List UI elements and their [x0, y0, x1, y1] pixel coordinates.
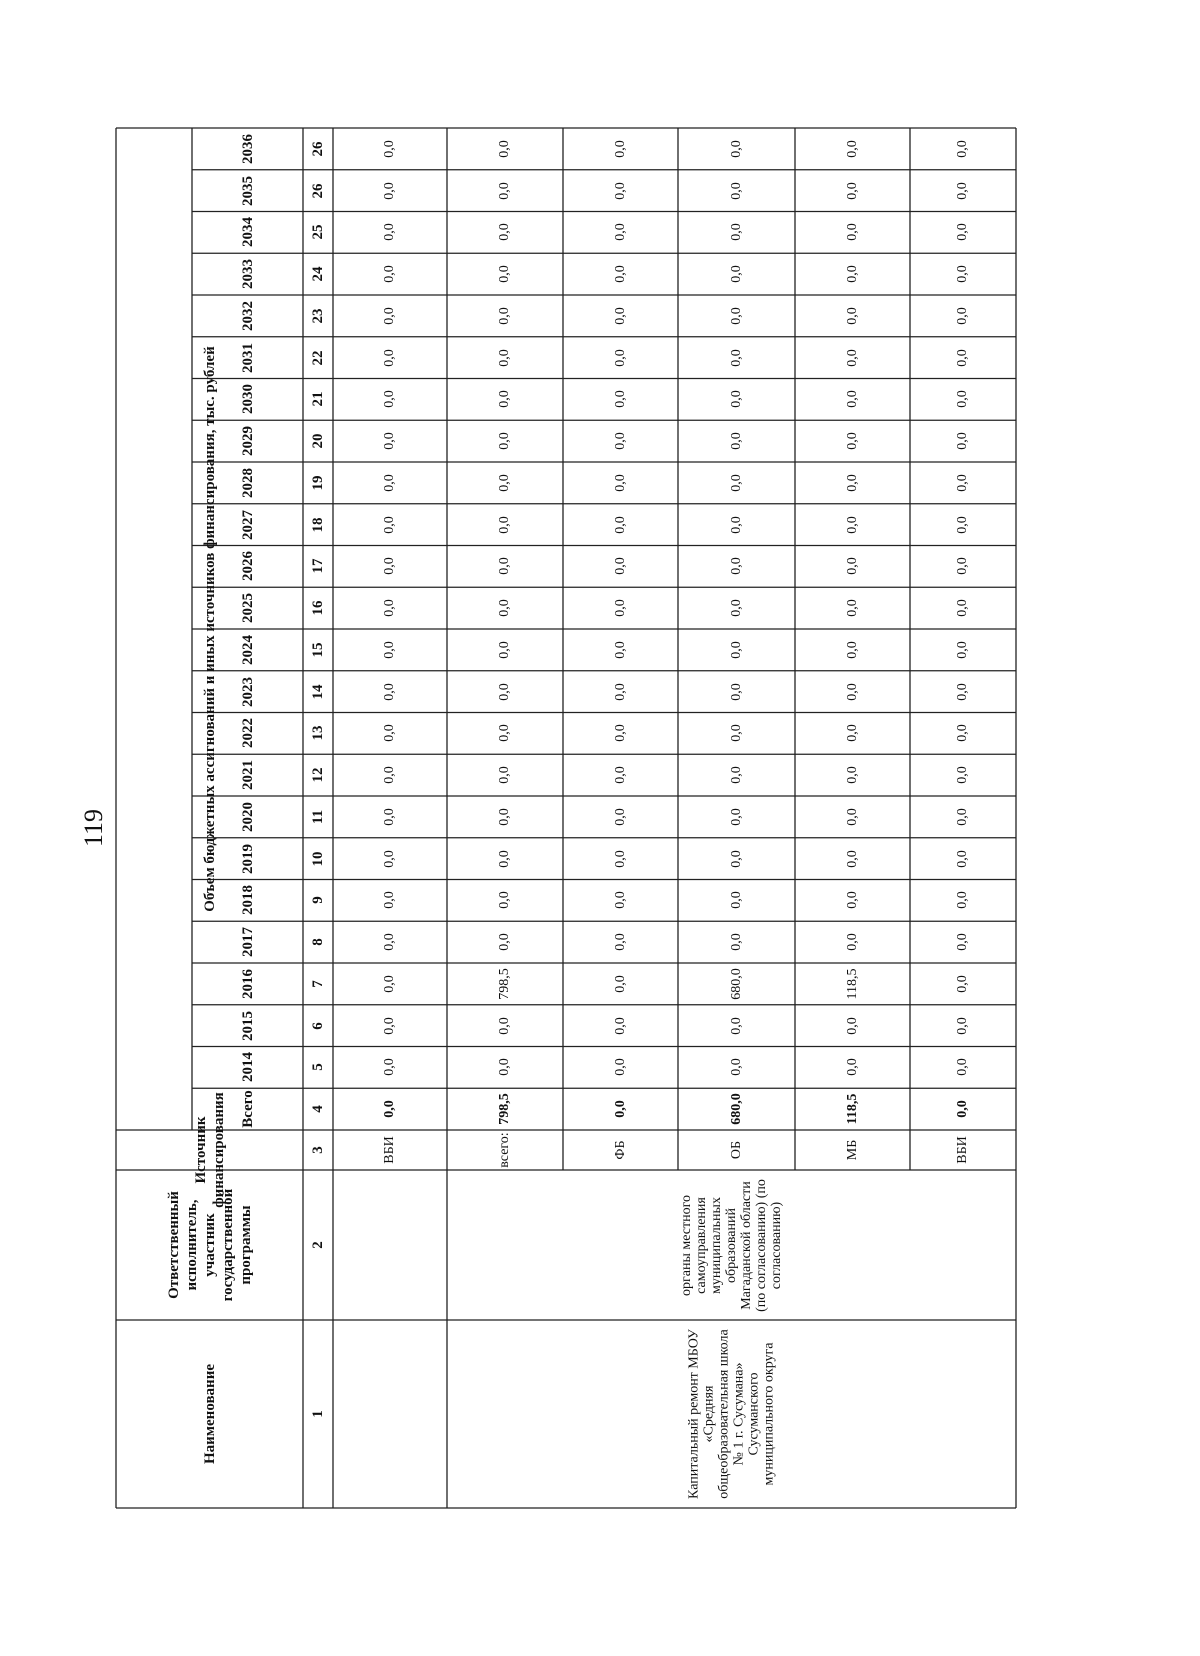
value-cell: 0,0 [382, 808, 397, 826]
year-header-2034: 2034 [239, 217, 255, 248]
value-cell: 0,0 [844, 557, 860, 576]
column-number: 22 [309, 350, 326, 366]
value-cell: 0,0 [382, 599, 397, 617]
responsible-header: Ответственный исполнитель, участник государственной программы [165, 1188, 254, 1302]
value-cell: 0,0 [728, 682, 744, 701]
value-cell: 0,0 [612, 140, 628, 158]
value-cell: 0,0 [955, 557, 970, 576]
value-cell: 0,0 [382, 515, 397, 534]
value-cell: 0,0 [612, 975, 628, 993]
source-cell: МБ [844, 1139, 860, 1161]
total-cell: 0,0 [612, 1100, 628, 1118]
value-cell: 0,0 [497, 891, 512, 910]
value-cell: 0,0 [612, 432, 628, 450]
total-cell: 118,5 [844, 1093, 860, 1125]
value-cell: 0,0 [844, 599, 860, 617]
value-cell: 0,0 [497, 682, 512, 701]
value-cell: 0,0 [728, 808, 744, 826]
value-cell: 0,0 [612, 181, 628, 200]
value-cell: 0,0 [382, 682, 397, 701]
value-cell: 0,0 [844, 390, 860, 409]
value-cell: 0,0 [844, 348, 860, 367]
name-header: Наименование [201, 1364, 218, 1464]
value-cell: 0,0 [728, 724, 744, 743]
value-cell: 0,0 [728, 515, 744, 534]
value-cell: 0,0 [497, 432, 512, 450]
value-cell: 0,0 [955, 1016, 970, 1035]
value-cell: 0,0 [844, 641, 860, 659]
value-cell: 0,0 [497, 1016, 512, 1035]
value-cell: 0,0 [728, 1058, 744, 1077]
value-cell: 0,0 [955, 181, 970, 200]
total-cell: 0,0 [382, 1100, 397, 1118]
value-cell: 0,0 [612, 849, 628, 868]
value-cell: 0,0 [382, 557, 397, 576]
year-header-2021: 2021 [239, 760, 255, 791]
value-cell: 0,0 [955, 223, 970, 242]
value-cell: 0,0 [382, 641, 397, 659]
year-header-2017: 2017 [239, 927, 255, 958]
value-cell: 0,0 [728, 1016, 744, 1035]
value-cell: 0,0 [497, 933, 512, 951]
value-cell: 0,0 [612, 557, 628, 576]
value-cell: 0,0 [612, 307, 628, 325]
value-cell: 0,0 [497, 474, 512, 492]
value-cell: 0,0 [955, 474, 970, 492]
value-cell: 0,0 [955, 1058, 970, 1077]
value-cell: 0,0 [728, 891, 744, 910]
column-number: 2 [309, 1241, 326, 1249]
value-cell: 0,0 [497, 140, 512, 158]
value-cell: 0,0 [844, 515, 860, 534]
value-cell: 0,0 [612, 641, 628, 659]
value-cell: 0,0 [612, 933, 628, 951]
value-cell: 0,0 [382, 849, 397, 868]
column-number: 26 [309, 183, 326, 199]
funding-header: Объем бюджетных ассигнований и иных источников финансирования, тыс. рублей [201, 346, 218, 912]
value-cell: 0,0 [497, 808, 512, 826]
column-number: 25 [309, 224, 326, 240]
column-number: 14 [309, 684, 326, 700]
value-cell: 0,0 [955, 641, 970, 659]
value-cell: 0,0 [955, 307, 970, 325]
column-number: 10 [309, 851, 326, 867]
value-cell: 0,0 [612, 474, 628, 492]
source-header: Источник финансирования [192, 1092, 227, 1208]
value-cell: 0,0 [728, 474, 744, 492]
value-cell: 0,0 [728, 348, 744, 367]
value-cell: 0,0 [612, 265, 628, 283]
column-number: 8 [309, 938, 326, 946]
value-cell: 0,0 [728, 432, 744, 450]
value-cell: 0,0 [844, 1058, 860, 1077]
column-number: 13 [309, 725, 326, 741]
year-header-2023: 2023 [239, 676, 255, 707]
value-cell: 0,0 [382, 181, 397, 200]
value-cell: 0,0 [844, 223, 860, 242]
value-cell: 0,0 [955, 265, 970, 283]
value-cell: 0,0 [955, 682, 970, 701]
value-cell: 0,0 [844, 849, 860, 868]
value-cell: 0,0 [497, 348, 512, 367]
value-cell: 118,5 [844, 968, 860, 1000]
value-cell: 0,0 [497, 265, 512, 283]
column-number: 7 [309, 980, 326, 988]
value-cell: 0,0 [844, 307, 860, 325]
value-cell: 0,0 [382, 1058, 397, 1077]
value-cell: 0,0 [612, 223, 628, 242]
value-cell: 0,0 [497, 557, 512, 576]
value-cell: 0,0 [382, 1016, 397, 1035]
column-number: 19 [309, 475, 326, 491]
value-cell: 0,0 [955, 808, 970, 826]
value-cell: 0,0 [612, 1016, 628, 1035]
column-number: 16 [309, 600, 326, 616]
value-cell: 0,0 [844, 1016, 860, 1035]
value-cell: 0,0 [844, 808, 860, 826]
value-cell: 0,0 [844, 766, 860, 784]
value-cell: 0,0 [497, 724, 512, 743]
value-cell: 0,0 [844, 724, 860, 743]
year-header-2030: 2030 [239, 384, 255, 415]
program-name: Капитальный ремонт МБОУ «Средняя общеобразовательная школа № 1 г. Сусумана» Сусуманского муниципального округа [686, 1329, 777, 1499]
value-cell: 0,0 [728, 641, 744, 659]
column-number: 9 [309, 896, 326, 905]
value-cell: 0,0 [728, 307, 744, 325]
year-header-2026: 2026 [239, 551, 255, 582]
value-cell: 0,0 [382, 348, 397, 367]
total-cell: 680,0 [728, 1093, 744, 1125]
value-cell: 798,5 [497, 968, 512, 1000]
value-cell: 0,0 [382, 432, 397, 450]
column-number: 24 [309, 266, 326, 282]
year-header-2036: 2036 [239, 133, 255, 164]
value-cell: 0,0 [497, 181, 512, 200]
column-number: 26 [309, 141, 326, 157]
total-cell: 0,0 [955, 1100, 970, 1118]
value-cell: 0,0 [612, 348, 628, 367]
value-cell: 0,0 [955, 724, 970, 743]
column-number: 12 [309, 767, 326, 783]
source-cell: ОБ [728, 1140, 744, 1160]
year-header-2015: 2015 [239, 1010, 255, 1041]
year-header-2029: 2029 [239, 426, 255, 457]
value-cell: 0,0 [497, 307, 512, 325]
value-cell: 0,0 [728, 265, 744, 283]
value-cell: 0,0 [728, 390, 744, 409]
value-cell: 0,0 [497, 641, 512, 659]
year-header-2032: 2032 [239, 300, 255, 331]
value-cell: 0,0 [497, 390, 512, 409]
value-cell: 0,0 [382, 223, 397, 242]
value-cell: 0,0 [382, 390, 397, 409]
value-cell: 0,0 [612, 390, 628, 409]
page-number: 119 [79, 808, 108, 848]
value-cell: 0,0 [612, 599, 628, 617]
column-number: 11 [309, 809, 326, 824]
value-cell: 0,0 [728, 933, 744, 951]
value-cell: 0,0 [955, 515, 970, 534]
column-number: 4 [309, 1105, 326, 1113]
source-cell: ВБИ [955, 1136, 970, 1164]
value-cell: 0,0 [955, 432, 970, 450]
value-cell: 0,0 [382, 891, 397, 910]
value-cell: 0,0 [844, 474, 860, 492]
year-header-2018: 2018 [239, 885, 255, 916]
column-number: 23 [309, 308, 326, 324]
value-cell: 0,0 [382, 766, 397, 784]
column-number: 21 [309, 391, 326, 407]
column-number: 15 [309, 642, 326, 658]
value-cell: 0,0 [497, 849, 512, 868]
column-number: 20 [309, 433, 326, 449]
value-cell: 0,0 [728, 849, 744, 868]
value-cell: 0,0 [497, 1058, 512, 1077]
value-cell: 0,0 [612, 682, 628, 701]
total-cell: 798,5 [497, 1093, 512, 1125]
value-cell: 0,0 [612, 808, 628, 826]
value-cell: 0,0 [728, 599, 744, 617]
value-cell: 0,0 [844, 265, 860, 283]
value-cell: 0,0 [382, 265, 397, 283]
value-cell: 0,0 [612, 724, 628, 743]
value-cell: 0,0 [612, 891, 628, 910]
value-cell: 0,0 [844, 181, 860, 200]
value-cell: 0,0 [382, 933, 397, 951]
year-header-2022: 2022 [239, 718, 255, 749]
value-cell: 0,0 [612, 1058, 628, 1077]
value-cell: 0,0 [382, 140, 397, 158]
value-cell: 0,0 [844, 140, 860, 158]
value-cell: 0,0 [497, 599, 512, 617]
source-cell: ФБ [612, 1140, 628, 1160]
year-header-2028: 2028 [239, 467, 255, 498]
year-header-Всего: Всего [239, 1090, 255, 1128]
value-cell: 0,0 [955, 140, 970, 158]
year-header-2024: 2024 [239, 634, 255, 665]
year-header-2014: 2014 [239, 1052, 255, 1083]
value-cell: 0,0 [497, 223, 512, 242]
value-cell: 0,0 [612, 515, 628, 534]
source-cell: всего: [497, 1132, 512, 1168]
column-number: 17 [309, 558, 326, 574]
column-number: 5 [309, 1063, 326, 1072]
value-cell: 0,0 [382, 307, 397, 325]
year-header-2027: 2027 [239, 509, 255, 540]
value-cell: 0,0 [844, 933, 860, 951]
column-number: 18 [309, 517, 326, 533]
year-header-2016: 2016 [239, 968, 255, 999]
program-responsible: органы местного самоуправления муниципальных образований Магаданской области (по согласованию) (по согласованию) [679, 1178, 784, 1312]
value-cell: 0,0 [497, 515, 512, 534]
year-header-2033: 2033 [239, 259, 255, 290]
source-cell: ВБИ [382, 1136, 397, 1164]
value-cell: 0,0 [728, 766, 744, 784]
year-header-2019: 2019 [239, 843, 255, 874]
value-cell: 0,0 [382, 724, 397, 743]
value-cell: 0,0 [382, 975, 397, 993]
year-header-2020: 2020 [239, 801, 255, 832]
value-cell: 0,0 [382, 474, 397, 492]
year-header-2031: 2031 [239, 342, 255, 373]
value-cell: 0,0 [844, 891, 860, 910]
value-cell: 0,0 [955, 849, 970, 868]
value-cell: 0,0 [955, 975, 970, 993]
value-cell: 0,0 [728, 181, 744, 200]
value-cell: 0,0 [728, 223, 744, 242]
value-cell: 0,0 [955, 891, 970, 910]
column-number: 6 [309, 1021, 326, 1030]
value-cell: 0,0 [955, 599, 970, 617]
value-cell: 0,0 [955, 348, 970, 367]
value-cell: 0,0 [728, 557, 744, 576]
value-cell: 0,0 [844, 682, 860, 701]
value-cell: 0,0 [955, 933, 970, 951]
year-header-2035: 2035 [239, 175, 255, 206]
column-number: 1 [309, 1410, 326, 1418]
value-cell: 680,0 [728, 968, 744, 1000]
value-cell: 0,0 [955, 766, 970, 784]
column-number: 3 [309, 1146, 326, 1154]
year-header-2025: 2025 [239, 593, 255, 624]
value-cell: 0,0 [844, 432, 860, 450]
value-cell: 0,0 [728, 140, 744, 158]
value-cell: 0,0 [497, 766, 512, 784]
value-cell: 0,0 [612, 766, 628, 784]
value-cell: 0,0 [955, 390, 970, 409]
